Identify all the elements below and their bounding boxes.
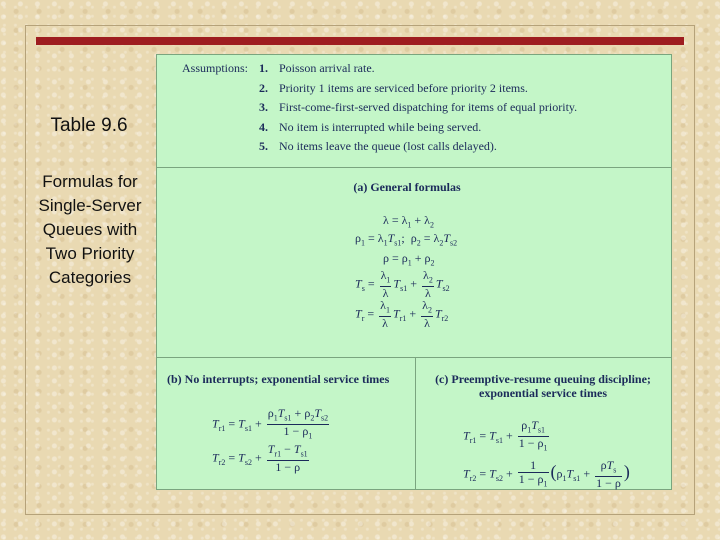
preemptive-formulas: $T_{r1} = T_{s1}$ + $\frac{\rho_1T_{s1}}{1 - \rho_1}$ $T_{r2} = T_{s2}$ + $\frac{1}{1 - \rho_1}$ ($\rho_1T_{s1}$ + $\frac{\rho T_s}{1 - \rho}$ ) [463,418,630,491]
accent-bar [36,37,684,45]
list-item: 1. Poisson arrival rate. [259,61,375,75]
list-item: 4. No item is interrupted while being served. [259,119,482,134]
assumptions-list [259,61,577,159]
list-item: 2. Priority 1 items are serviced before priority 2 items. [259,80,528,95]
slide-title: Table 9.6 [50,115,128,136]
formula-table [156,54,672,490]
assumptions-section [157,55,671,168]
no-interrupts-section [157,357,416,489]
slide-subtitle: Formulas for Single-Server Queues with Two Priority Categories [38,172,142,287]
list-item: 3. First-come-first-served dispatching for items of equal priority. [259,100,578,114]
no-interrupts-title: (b) No interrupts; exponential service times [167,372,390,386]
preemptive-section [415,357,671,489]
no-interrupts-formulas: $T_{r1} = T_{s1}$ + $\frac{\rho_1T_{s1} + \rho_2T_{s2}}{1 - \rho_1}$ $T_{r2} = T_{s2}$ + $\frac{T_{r1} - T_{s1}}{1 - \rho}$ [212,406,329,475]
list-item: 5. No items leave the queue (lost calls delayed). [259,139,497,153]
general-formulas: $\lambda = \lambda_1 + \lambda_2$ $\rho_1 = \lambda_1T_{s1}$; $\rho_2 = \lambda_2T_{s2}$ $\rho = \rho_1 + \rho_2$ $T_s$ = $\frac{\lambda_1}{\lambda}$ $T_{s1}$ + $\frac{\lambda_2}{\lambda}$ $T_{s2}$ $T_r$ = $\frac{\lambda_1}{\lambda}$ $T_{r1}$ + $\frac{\lambda_2}{\lambda}$ $T_{r2}$ [355,213,458,331]
preemptive-title: (c) Preemptive-resume queuing discipline; exponential service times [435,372,651,400]
assumptions-label: Assumptions: [182,61,249,75]
general-formulas-section [157,167,671,358]
general-formulas-title: (a) General formulas [353,180,461,194]
